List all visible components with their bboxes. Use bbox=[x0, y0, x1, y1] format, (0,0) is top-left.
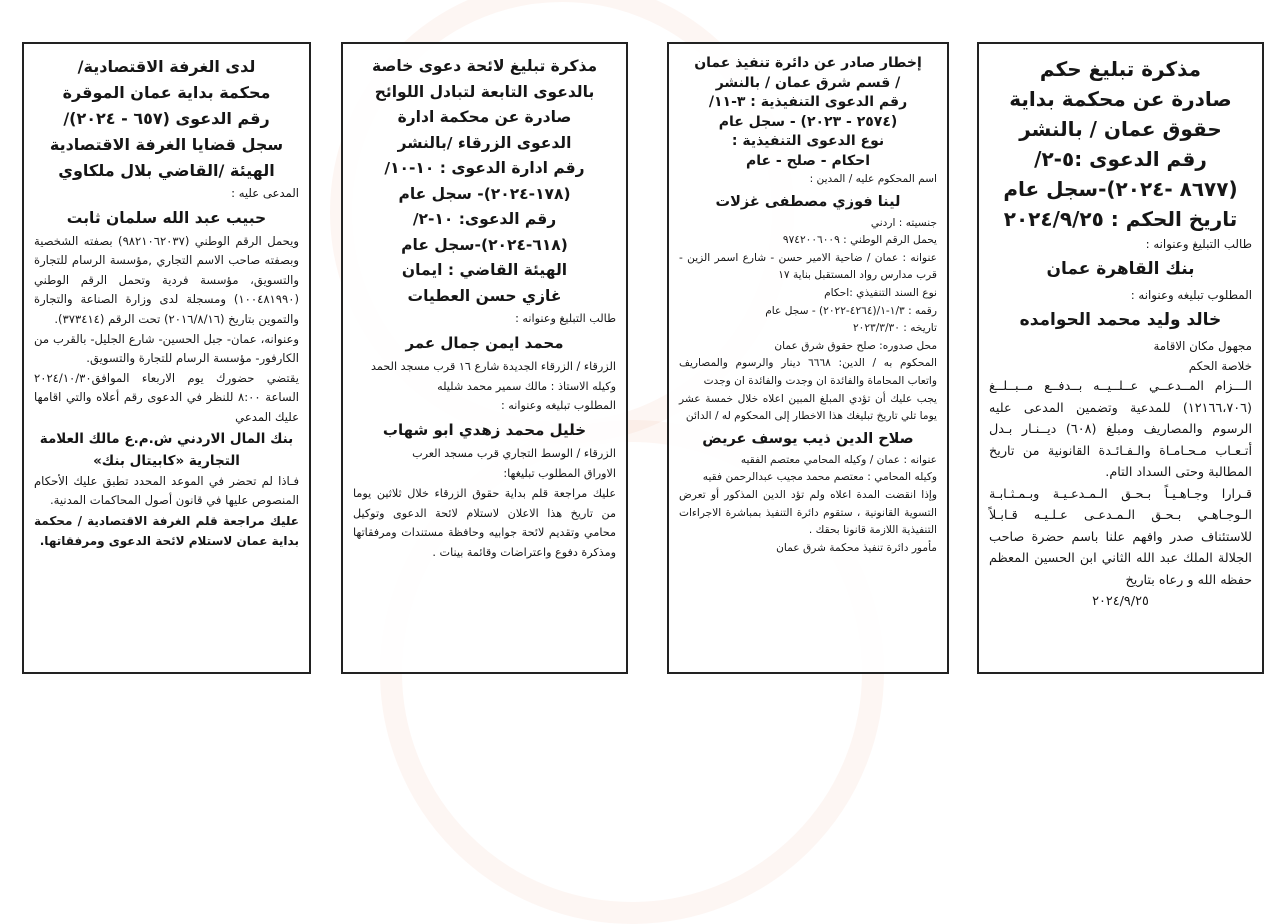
judgment-date: ٢٠٢٤/٩/٢٥ bbox=[1092, 594, 1149, 609]
debtor-detail: عنوانه : عمان / ضاحية الامير حسن - شارع اسمر الزين - قرب مدارس رواد المستقبل بناية ١٧ bbox=[679, 251, 937, 282]
creditor-detail: وكيله المحامي : معتصم محمد مجيب عبدالرحمن فقيه bbox=[702, 471, 937, 484]
debtor-detail: جنسيته : اردني bbox=[870, 216, 937, 229]
notice-2-body: عليك مراجعة قلم بداية حقوق الزرقاء خلال ثلاثين يوما من تاريخ هذا الاعلان لاستلام لائحة الدعوى وتوكيل محامي وتقديم لائحة جوابيه وحافظة مستندات ومرفقاتها ومذكرة دفوع واعتراضات وقائمة بينات . bbox=[353, 486, 616, 560]
residence-status: مجهول مكان الاقامة bbox=[1153, 339, 1252, 353]
notice-1-header-line: رقم الدعوى (٦٥٧ - ٢٠٢٤)/ bbox=[63, 109, 270, 128]
notice-1-header-line: محكمة بداية عمان الموقرة bbox=[62, 83, 271, 102]
debtor-detail: محل صدوره: صلح حقوق شرق عمان bbox=[774, 339, 937, 352]
notice-2-header-line: الهيئة القاضي : ايمان bbox=[401, 261, 568, 279]
respondent-name: خليل محمد زهدي ابو شهاب bbox=[382, 421, 587, 440]
debtor-detail: رقمه : ١/٣-١/(٤٢٦٤-٢٠٢٢) - سجل عام bbox=[765, 304, 937, 317]
notice-1-header-line: الهيئة /القاضي بلال ملكاوي bbox=[58, 161, 275, 180]
judgment-verdict: قـرارا وجـاهـيـاً بـحـق الـمـدعـيـة وبـمـثـابـة الـوجـاهـي بـحـق الـمـدعـى عـلـيـه قـابـلاً للاستئناف صدر وافهم علنا باسم حضرة صاحب الجلالة الملك عبد الله الثاني ابن الحسين المعظم حفظه الله و رعاه بتاريخ bbox=[989, 486, 1252, 588]
docs-label: الاوراق المطلوب تبليغها: bbox=[503, 466, 616, 480]
requester-label: طالب التبليغ وعنوانه : bbox=[515, 312, 616, 325]
notice-2-header-line: رقم ادارة الدعوى : ١٠-١٠/ bbox=[384, 159, 585, 177]
debtor-detail: تاريخه : ٢٠٢٣/٣/٣٠ bbox=[852, 322, 937, 335]
notice-4-header-line: (٨٦٧٧ -٢٠٢٤)-سجل عام bbox=[1003, 177, 1238, 201]
notice-2-header-line: رقم الدعوى: ١٠-٢/ bbox=[412, 210, 557, 228]
respondent-address: الزرقاء / الوسط التجاري قرب مسجد العرب bbox=[412, 447, 616, 461]
notice-2-header-line: غازي حسن العطيات bbox=[407, 286, 562, 305]
notice-2-header-line: الدعوى الزرقاء /بالنشر bbox=[397, 133, 572, 152]
notice-1-warning: فـاذا لم تحضر في الموعد المحدد تطبق عليك الأحكام المنصوص عليها في قانون أصول المحاكمات المدنية. bbox=[34, 473, 299, 508]
respondent-label: المطلوب تبليغه وعنوانه : bbox=[500, 399, 616, 413]
creditor-detail: وإذا انقضت المدة اعلاه ولم تؤد الدين المذكور أو تعرض التسوية القانونية ، ستقوم دائرة التنفيذ بمباشرة الاجراءات التنفيذية اللازمة قانونا بحقك . bbox=[679, 488, 937, 537]
summary-label: خلاصة الحكم bbox=[1188, 359, 1252, 373]
creditor-detail: عنوانه : عمان / وكيله المحامي معتصم الفقيه bbox=[740, 453, 937, 466]
respondent-label: المطلوب تبليغه وعنوانه : bbox=[1130, 288, 1252, 302]
requester-address: الزرقاء / الزرقاء الجديدة شارع ١٦ قرب مسجد الحمد bbox=[371, 359, 616, 373]
notice-economic-chamber bbox=[22, 42, 311, 674]
notice-2-header-line: (٦١٨-٢٠٢٤)-سجل عام bbox=[401, 235, 568, 254]
debtor-detail: المحكوم به / الدين: ٦٦٦٨ دينار والرسوم والمصاريف واتعاب المحاماة والفائدة ان وجدت والفائدة ان وجدت bbox=[679, 357, 937, 387]
notice-1-footer: عليك مراجعة قلم الغرفة الاقتصادية / محكمة بداية عمان لاستلام لائحة الدعوى ومرفقاتها. bbox=[34, 513, 299, 548]
notice-1-body: وعنوانه، عمان- جبل الحسين- شارع الجليل- بالقرب من الكارفور- مؤسسة الرسام للتجارة والتسويق. bbox=[34, 331, 299, 366]
notice-zarqa-claim bbox=[341, 42, 628, 674]
notice-3-header-line: احكام - صلح - عام bbox=[745, 152, 871, 169]
debtor-detail: يحمل الرقم الوطني : ٩٧٤٢٠٠٦٠٠٩ bbox=[782, 234, 937, 247]
notice-3-header-line: / قسم شرق عمان / بالنشر bbox=[715, 74, 901, 91]
notice-4-header-line: صادرة عن محكمة بداية bbox=[1009, 87, 1232, 111]
respondent-name: خالد وليد محمد الحوامده bbox=[1019, 310, 1222, 330]
notice-4-header-line: تاريخ الحكم : ٢٠٢٤/٩/٢٥ bbox=[1003, 207, 1238, 231]
notice-judgment-amman bbox=[977, 42, 1264, 674]
debtor-detail: نوع السند التنفيذي :احكام bbox=[824, 286, 937, 299]
defendant-label: المدعى عليه : bbox=[231, 186, 299, 200]
plaintiff-name: بنك المال الاردني ش.م.ع مالك العلامة التجارية «كابيتال بنك» bbox=[39, 430, 294, 469]
notice-3-header-line: إخطار صادر عن دائرة تنفيذ عمان bbox=[694, 55, 922, 71]
notice-3-signature: مأمور دائرة تنفيذ محكمة شرق عمان bbox=[776, 541, 937, 554]
notice-4-header-line: رقم الدعوى :٥-٢/ bbox=[1034, 147, 1207, 171]
debtor-name: لينا فوزي مصطفى غزلات bbox=[715, 193, 901, 210]
notice-2-header-line: مذكرة تبليغ لائحة دعوى خاصة bbox=[371, 57, 598, 75]
requester-name: بنك القاهرة عمان bbox=[1046, 259, 1195, 279]
notice-1-body: ويحمل الرقم الوطني (٩٨٢١٠٦٢٠٣٧) بصفته الشخصية وبصفته صاحب الاسم التجاري ,مؤسسة الرسام للتجارة والتسويق، مؤسسة فردية وتحمل الرقم الوطني (١٠٠٤٨١٩٩٠) ومسجلة لدى وزارة الصناعة والتجارة والتموين بتاريخ (٢٠١٦/٨/١٦) تحت الرقم (٣٧٣٤١٤). bbox=[34, 233, 299, 326]
debtor-label: اسم المحكوم عليه / المدين : bbox=[809, 173, 937, 185]
notice-4-header-line: مذكرة تبليغ حكم bbox=[1039, 57, 1202, 81]
agent-name: وكيله الاستاذ : مالك سمير محمد شليله bbox=[437, 379, 616, 393]
notice-1-header-line: سجل قضايا الغرفة الاقتصادية bbox=[49, 135, 284, 154]
notice-3-header-line: نوع الدعوى التنفيذية : bbox=[731, 133, 885, 149]
notice-3-header-line: رقم الدعوى التنفيذية : ٣-١١/ bbox=[708, 94, 908, 110]
notice-execution-amman bbox=[667, 42, 949, 674]
creditor-name: صلاح الدين ذيب يوسف عريض bbox=[702, 430, 914, 447]
notice-1-header-line: لدى الغرفة الاقتصادية/ bbox=[77, 57, 256, 76]
defendant-name: حبيب عبد الله سلمان ثابت bbox=[66, 208, 267, 227]
notice-3-header-line: (٢٥٧٤ - ٢٠٢٣) - سجل عام bbox=[718, 113, 898, 130]
requester-name: محمد ايمن جمال عمر bbox=[405, 333, 564, 352]
notice-1-body: يقتضي حضورك يوم الاربعاء الموافق٢٠٢٤/١٠/٣٠ الساعة ٨:٠٠ للنظر في الدعوى رقم أعلاه والتي اقامها عليك المدعي bbox=[34, 370, 300, 424]
notice-2-header-line: بالدعوى التابعة لتبادل اللوائح bbox=[374, 82, 595, 101]
judgment-summary: الـــزام المــدعــي عــلــيــه بــدفــع مــبــلــغ (١٢١٦٦،٧٠٦) للمدعية وتضمين المدعى عليه الرسوم والمصاريف ومبلغ (٦٠٨) ديــنـار بـدل أتـعـاب مـحـامـاة والـفـائـدة القانونية من تاريخ المطالبة وحتى السداد التام. bbox=[989, 379, 1252, 480]
notice-4-header-line: حقوق عمان / بالنشر bbox=[1019, 117, 1222, 141]
notice-2-header-line: (١٧٨-٢٠٢٤)- سجل عام bbox=[398, 184, 571, 203]
debtor-detail: يجب عليك أن تؤدي المبلغ المبين اعلاه خلال خمسة عشر يوما تلي تاريخ تبليغك هذا الاخطار إلى المحكوم له / الدائن bbox=[679, 392, 937, 423]
notice-2-header-line: صادرة عن محكمة ادارة bbox=[397, 108, 572, 126]
requester-label: طالب التبليغ وعنوانه : bbox=[1145, 237, 1252, 251]
